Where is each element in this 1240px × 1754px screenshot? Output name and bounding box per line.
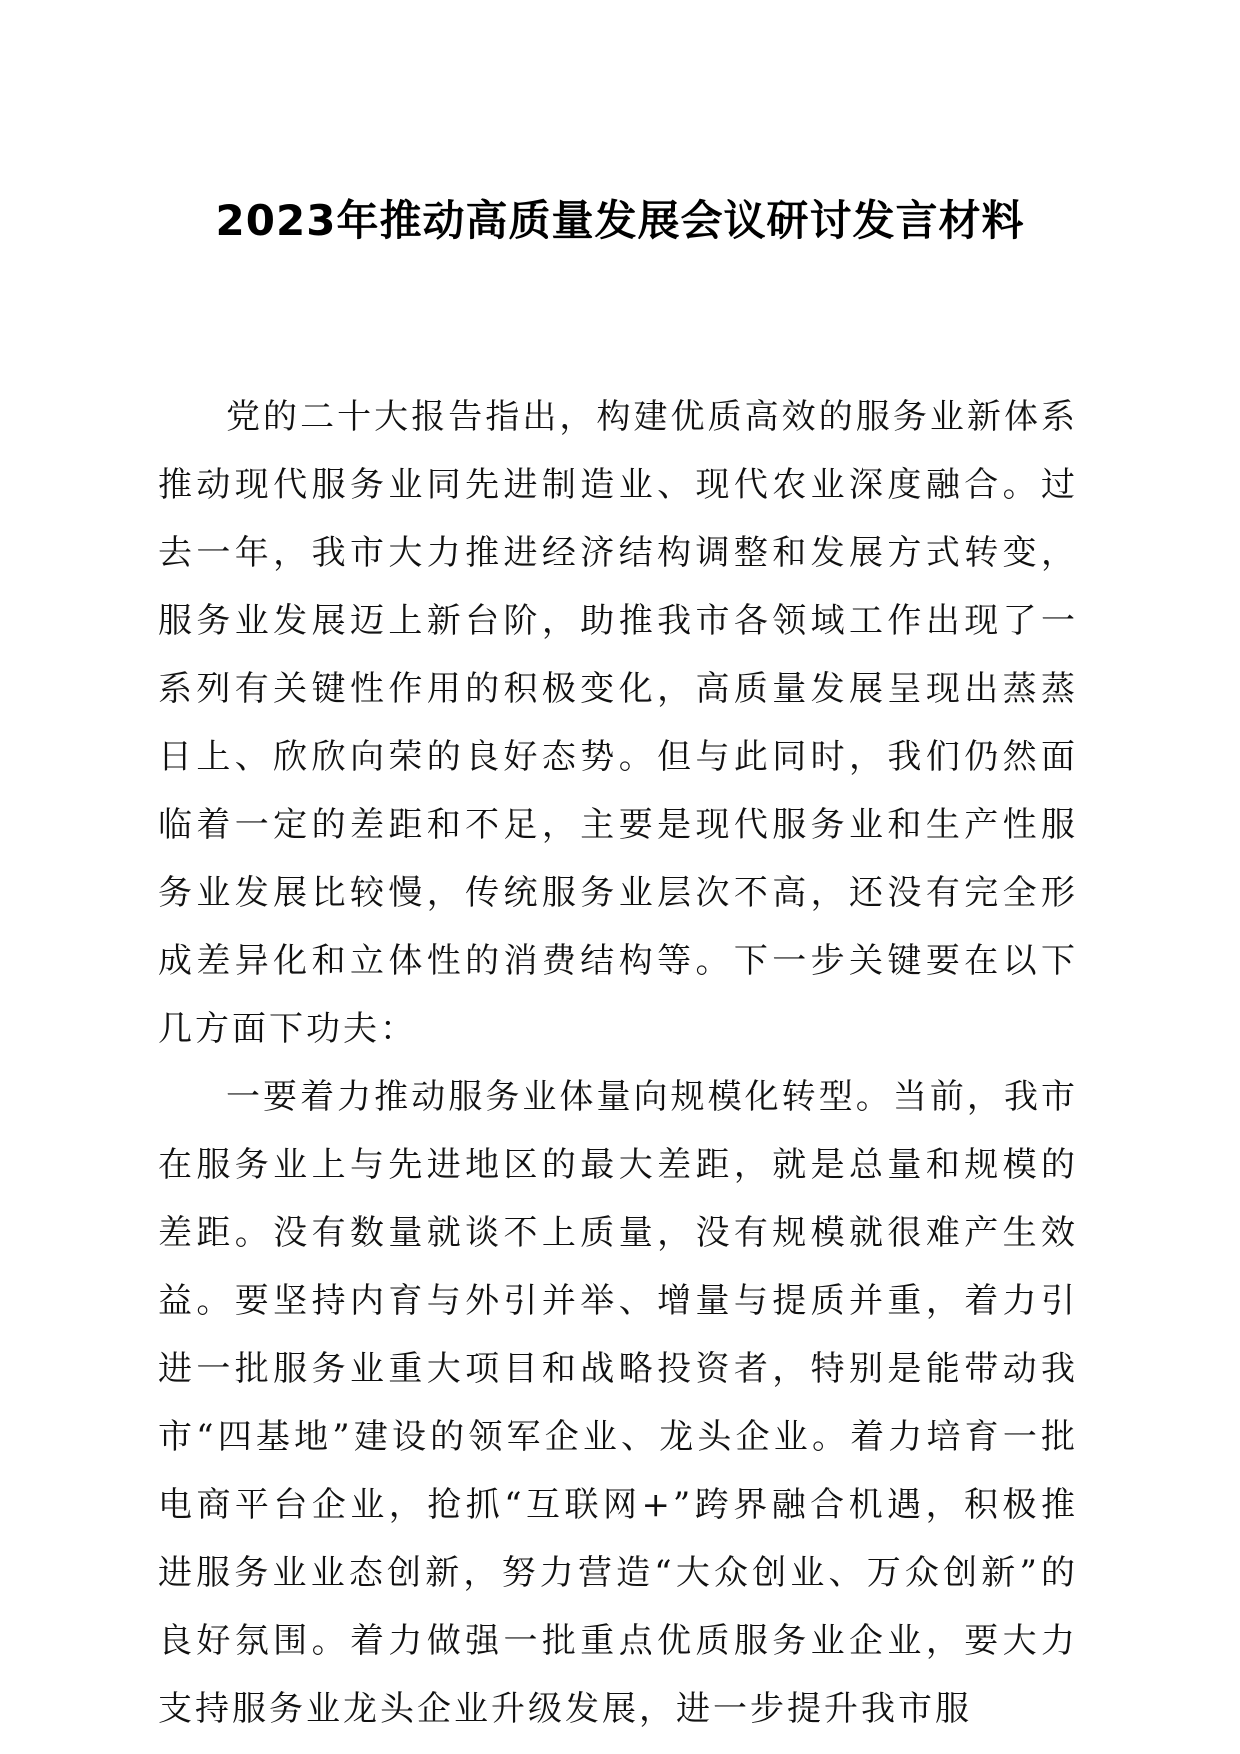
document-body — [158, 383, 1078, 1743]
document-title: 2023年推动高质量发展会议研讨发言材料 — [215, 196, 1025, 245]
paragraph-point-one: 一要着力推动服务业体量向规模化转型。当前，我市在服务业上与先进地区的最大差距，就是总量和规模的差距。没有数量就谈不上质量，没有规模就很难产生效益。要坚持内育与外引并举、增量与提质并重，着力引进一批服务业重大项目和战略投资者，特别是能带动我市“四基地”建设的领军企业、龙头企业。着力培育一批电商平台企业，抢抓“互联网+”跨界融合机遇，积极推进服务业业态创新，努力营造“大众创业、万众创新”的良好氛围。着力做强一批重点优质服务业企业，要大力支持服务业龙头企业升级发展，进一步提升我市服 — [158, 1077, 1078, 1729]
paragraph-intro: 党的二十大报告指出，构建优质高效的服务业新体系推动现代服务业同先进制造业、现代农业深度融合。过去一年，我市大力推进经济结构调整和发展方式转变，服务业发展迈上新台阶，助推我市各领域工作出现了一系列有关键性作用的积极变化，高质量发展呈现出蒸蒸日上、欣欣向荣的良好态势。但与此同时，我们仍然面临着一定的差距和不足，主要是现代服务业和生产性服务业发展比较慢，传统服务业层次不高，还没有完全形成差异化和立体性的消费结构等。下一步关键要在以下几方面下功夫： — [158, 397, 1078, 1049]
